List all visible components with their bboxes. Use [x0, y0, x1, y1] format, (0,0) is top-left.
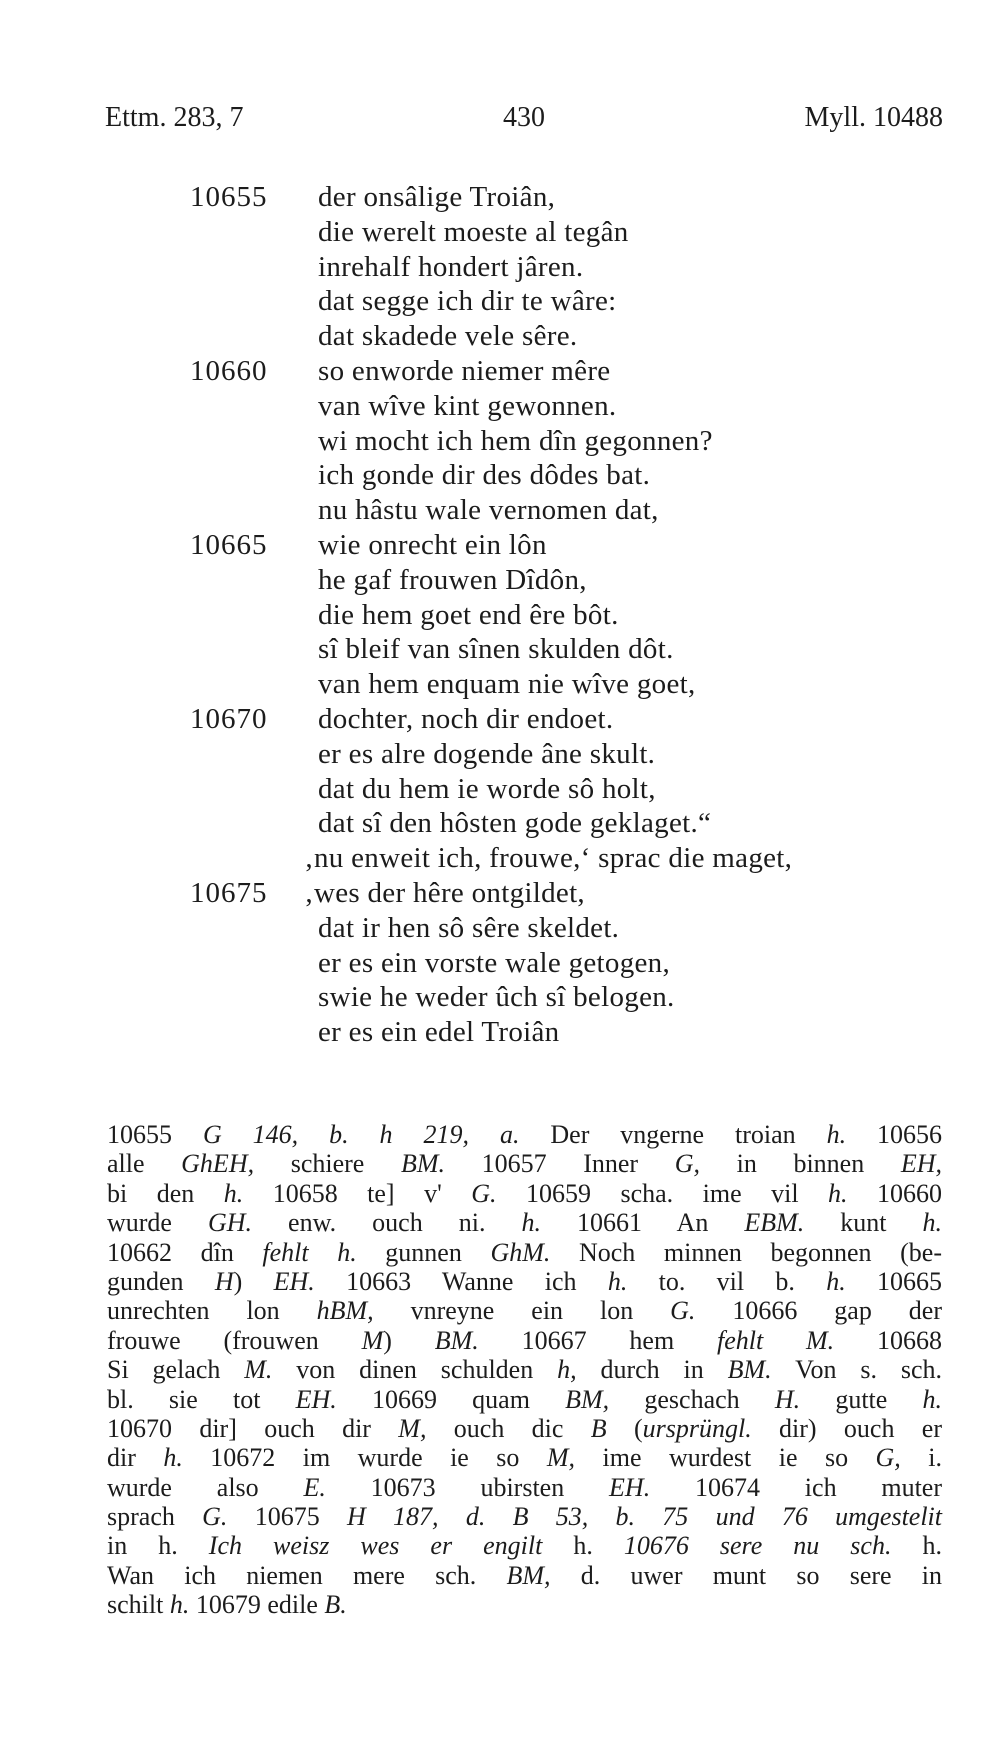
verse-line: [0, 737, 1000, 772]
footnote-siglum: H.: [774, 1384, 801, 1414]
footnote-line: [107, 1531, 942, 1560]
footnote-siglum: M,: [546, 1443, 576, 1473]
verse-line: [0, 946, 1000, 981]
footnote-text: sprach: [107, 1502, 203, 1532]
verse-text: sî bleif van sînen skulden dôt.: [318, 633, 674, 666]
footnote-text: (: [606, 1413, 643, 1443]
verse-number: 10655: [190, 181, 268, 213]
footnote-siglum: G,: [875, 1443, 901, 1473]
verse-text: wi mocht ich hem dîn gegonnen?: [318, 424, 713, 457]
footnote-text: to. vil b.: [627, 1266, 827, 1296]
verse-line: [0, 980, 1000, 1015]
verse-line: [0, 1015, 1000, 1050]
footnote-text: 10656: [846, 1120, 943, 1149]
footnote-text: 10657 Inner: [445, 1149, 675, 1179]
footnote-line: [107, 1473, 942, 1502]
footnote-text: frouwe (frouwen: [107, 1325, 362, 1355]
verse-line: [0, 911, 1000, 946]
footnote-siglum: E.: [303, 1472, 326, 1502]
footnote-line: [107, 1502, 942, 1531]
verse-text: so enworde niemer mêre: [318, 354, 611, 387]
footnote-line: [107, 1149, 942, 1178]
footnote-text: 10662 dîn: [107, 1237, 263, 1267]
footnote-text: Wan ich niemen mere sch.: [107, 1560, 507, 1590]
footnote-text: 10663 Wanne ich: [314, 1266, 608, 1296]
footnote-text: h.: [922, 1531, 942, 1561]
footnote-siglum: B.: [324, 1590, 347, 1620]
footnote-text: Noch minnen begonnen (be-: [550, 1237, 942, 1267]
footnote-text: alle: [107, 1149, 182, 1179]
footnote-text: dir) ouch er: [751, 1413, 942, 1443]
page-header: [105, 102, 943, 142]
footnote-text: vnreyne ein lon: [373, 1296, 671, 1326]
footnote-text: 10659 scha. ime vil: [496, 1178, 829, 1208]
footnote-text: ): [233, 1266, 274, 1296]
footnote-siglum: h,: [557, 1355, 577, 1385]
header-right-reference: Myll. 10488: [804, 102, 943, 133]
verse-text: er es ein edel Troiân: [318, 1016, 560, 1049]
verse-text: der onsâlige Troiân,: [318, 181, 556, 213]
footnote-text: h.: [573, 1531, 593, 1561]
verse-text: ‚wes der hêre ontgildet,: [304, 876, 585, 909]
verse-line: [0, 250, 1000, 285]
verse-line: [0, 667, 1000, 702]
verse-line: [0, 389, 1000, 424]
footnote-line: [107, 1238, 942, 1267]
footnote-siglum: B: [590, 1413, 607, 1443]
footnote-text: in binnen: [700, 1149, 901, 1179]
footnote-text: schiere: [254, 1149, 401, 1179]
footnote-siglum: fehlt M.: [716, 1325, 835, 1355]
footnote-text: 10672 im wurde ie so: [182, 1443, 547, 1473]
footnote-text: 10665: [845, 1266, 943, 1296]
footnote-text: 10667 hem: [478, 1325, 717, 1355]
footnote-siglum: M: [361, 1325, 384, 1355]
footnote-siglum: GH.: [207, 1208, 253, 1238]
verse-number: 10670: [190, 702, 268, 735]
verse-text-block: [0, 180, 1000, 1050]
footnote-siglum: BM.: [434, 1325, 479, 1355]
footnote-line: [107, 1120, 942, 1149]
footnote-text: 10675: [227, 1502, 347, 1532]
footnote-text: i.: [900, 1443, 942, 1473]
verse-line: [0, 876, 1000, 911]
footnote-siglum: 10676 sere nu sch.: [592, 1531, 923, 1561]
footnote-siglum: hBM,: [316, 1296, 374, 1326]
footnote-siglum: H 187, d. B 53, b. 75 und 76 umgestelit: [346, 1502, 943, 1532]
verse-line: [0, 632, 1000, 667]
footnote-line: [107, 1590, 942, 1619]
footnote-line: [107, 1561, 942, 1590]
verse-text: van wîve kint gewonnen.: [318, 389, 617, 422]
footnote-siglum: Ich weisz wes er engilt: [177, 1531, 574, 1561]
verse-text: dat skadede vele sêre.: [318, 320, 578, 353]
footnote-siglum: G 146, b. h 219, a.: [202, 1120, 520, 1149]
footnote-siglum: H: [214, 1266, 234, 1296]
footnote-text: 10658 te] v': [243, 1178, 472, 1208]
footnote-text: schilt: [107, 1590, 170, 1620]
verse-number: 10675: [190, 876, 268, 909]
footnote-text: in h.: [107, 1531, 178, 1561]
footnote-line: [107, 1208, 942, 1237]
critical-apparatus: [107, 1120, 942, 1620]
header-left-reference: Ettm. 283, 7: [105, 102, 244, 133]
footnote-text: Der vngerne troian: [519, 1120, 827, 1149]
verse-text: dat ir hen sô sêre skeldet.: [318, 911, 620, 944]
verse-line: [0, 528, 1000, 563]
verse-text: ‚nu enweit ich, frouwe,‘ sprac die maget,: [304, 842, 793, 875]
verse-line: [0, 841, 1000, 876]
verse-text: die hem goet end êre bôt.: [318, 598, 619, 631]
footnote-line: [107, 1385, 942, 1414]
footnote-siglum: fehlt h.: [262, 1237, 357, 1267]
footnote-siglum: G.: [202, 1502, 228, 1532]
verse-line: [0, 319, 1000, 354]
footnote-siglum: h.: [169, 1590, 190, 1620]
verse-text: dat sî den hôsten gode geklaget.“: [318, 807, 712, 840]
footnote-siglum: EH.: [295, 1384, 337, 1414]
footnote-line: [107, 1326, 942, 1355]
footnote-text: kunt: [804, 1208, 923, 1238]
footnote-siglum: M,: [398, 1413, 427, 1443]
verse-text: die werelt moeste al tegân: [318, 215, 629, 248]
footnote-siglum: EH.: [609, 1472, 651, 1502]
footnote-text: 10660: [847, 1178, 943, 1208]
footnote-siglum: h.: [922, 1208, 942, 1238]
verse-text: dat du hem ie worde sô holt,: [318, 772, 656, 805]
footnote-text: 10679 edile: [189, 1590, 325, 1620]
verse-text: he gaf frouwen Dîdôn,: [318, 563, 587, 596]
verse-text: er es ein vorste wale getogen,: [318, 946, 671, 979]
footnote-text: dir: [107, 1443, 164, 1473]
verse-line: [0, 284, 1000, 319]
footnote-line: [107, 1355, 942, 1384]
footnote-text: Si gelach: [107, 1355, 245, 1385]
footnote-siglum: GhEH,: [181, 1149, 255, 1179]
footnote-text: 10655: [107, 1120, 203, 1149]
footnote-siglum: G.: [471, 1178, 497, 1208]
verse-line: [0, 702, 1000, 737]
footnote-line: [107, 1179, 942, 1208]
footnote-siglum: h.: [922, 1384, 943, 1414]
verse-text: er es alre dogende âne skult.: [318, 737, 656, 770]
verse-text: inrehalf hondert jâren.: [318, 250, 584, 283]
footnote-siglum: BM.: [400, 1149, 445, 1179]
verse-text: wie onrecht ein lôn: [318, 528, 547, 561]
verse-text: dochter, noch dir endoet.: [318, 702, 614, 735]
footnote-text: durch in: [576, 1355, 728, 1385]
footnote-text: unrechten lon: [107, 1296, 317, 1326]
footnote-siglum: EBM.: [744, 1208, 805, 1238]
verse-line: [0, 354, 1000, 389]
footnote-text: enw. ouch ni.: [252, 1208, 522, 1238]
footnote-line: [107, 1414, 942, 1443]
footnote-line: [107, 1296, 942, 1325]
verse-text: ich gonde dir des dôdes bat.: [318, 459, 651, 492]
footnote-text: 10674 ich muter: [650, 1472, 943, 1502]
footnote-text: d. uwer munt so sere in: [550, 1560, 942, 1590]
page-number: 430: [503, 102, 545, 133]
footnote-text: 10669 quam: [336, 1384, 566, 1414]
footnote-text: wurde also: [107, 1472, 304, 1502]
footnote-siglum: EH.: [273, 1266, 315, 1296]
footnote-text: gunden: [107, 1266, 215, 1296]
verse-line: [0, 493, 1000, 528]
footnote-siglum: EH,: [900, 1149, 943, 1179]
footnote-siglum: BM,: [565, 1384, 610, 1414]
footnote-siglum: h.: [826, 1266, 846, 1296]
footnote-text: wurde: [107, 1208, 208, 1238]
footnote-siglum: BM,: [506, 1560, 551, 1590]
footnote-text: gunnen: [356, 1237, 491, 1267]
footnote-text: 10661 An: [540, 1208, 745, 1238]
footnote-siglum: h.: [223, 1178, 244, 1208]
footnote-text: 10670 dir] ouch dir: [107, 1413, 399, 1443]
footnote-text: bi den: [107, 1178, 224, 1208]
footnote-line: [107, 1443, 942, 1472]
verse-line: [0, 180, 1000, 215]
footnote-text: ): [383, 1325, 435, 1355]
footnote-siglum: h.: [163, 1443, 183, 1473]
verse-line: [0, 806, 1000, 841]
verse-line: [0, 215, 1000, 250]
footnote-siglum: GhM.: [490, 1237, 551, 1267]
footnote-siglum: G,: [674, 1149, 700, 1179]
footnote-text: geschach: [609, 1384, 775, 1414]
footnote-text: ouch dic: [426, 1413, 591, 1443]
verse-text: dat segge ich dir te wâre:: [318, 285, 617, 318]
verse-line: [0, 424, 1000, 459]
verse-line: [0, 458, 1000, 493]
footnote-siglum: M.: [244, 1355, 273, 1385]
footnote-siglum: ursprüngl.: [642, 1413, 752, 1443]
verse-text: swie he weder ûch sî belogen.: [318, 981, 675, 1014]
verse-number: 10660: [190, 354, 268, 387]
footnote-siglum: BM.: [727, 1355, 772, 1385]
footnote-siglum: h.: [828, 1178, 848, 1208]
verse-number: 10665: [190, 528, 268, 561]
footnote-text: 10668: [834, 1325, 942, 1355]
footnote-text: bl. sie tot: [107, 1384, 296, 1414]
footnote-siglum: h.: [826, 1120, 847, 1149]
footnote-siglum: h.: [521, 1208, 541, 1238]
footnote-line: [107, 1267, 942, 1296]
footnote-text: von dinen schulden: [272, 1355, 558, 1385]
verse-line: [0, 563, 1000, 598]
footnote-siglum: G.: [670, 1296, 696, 1326]
footnote-text: Von s. sch.: [771, 1355, 943, 1385]
footnote-text: 10673 ubirsten: [325, 1472, 610, 1502]
footnote-text: gutte: [800, 1384, 923, 1414]
verse-text: nu hâstu wale vernomen dat,: [318, 494, 659, 527]
footnote-text: ime wurdest ie so: [575, 1443, 876, 1473]
verse-line: [0, 598, 1000, 633]
verse-line: [0, 772, 1000, 807]
footnote-siglum: h.: [607, 1266, 628, 1296]
footnote-text: 10666 gap der: [695, 1296, 942, 1326]
verse-text: van hem enquam nie wîve goet,: [318, 668, 696, 701]
